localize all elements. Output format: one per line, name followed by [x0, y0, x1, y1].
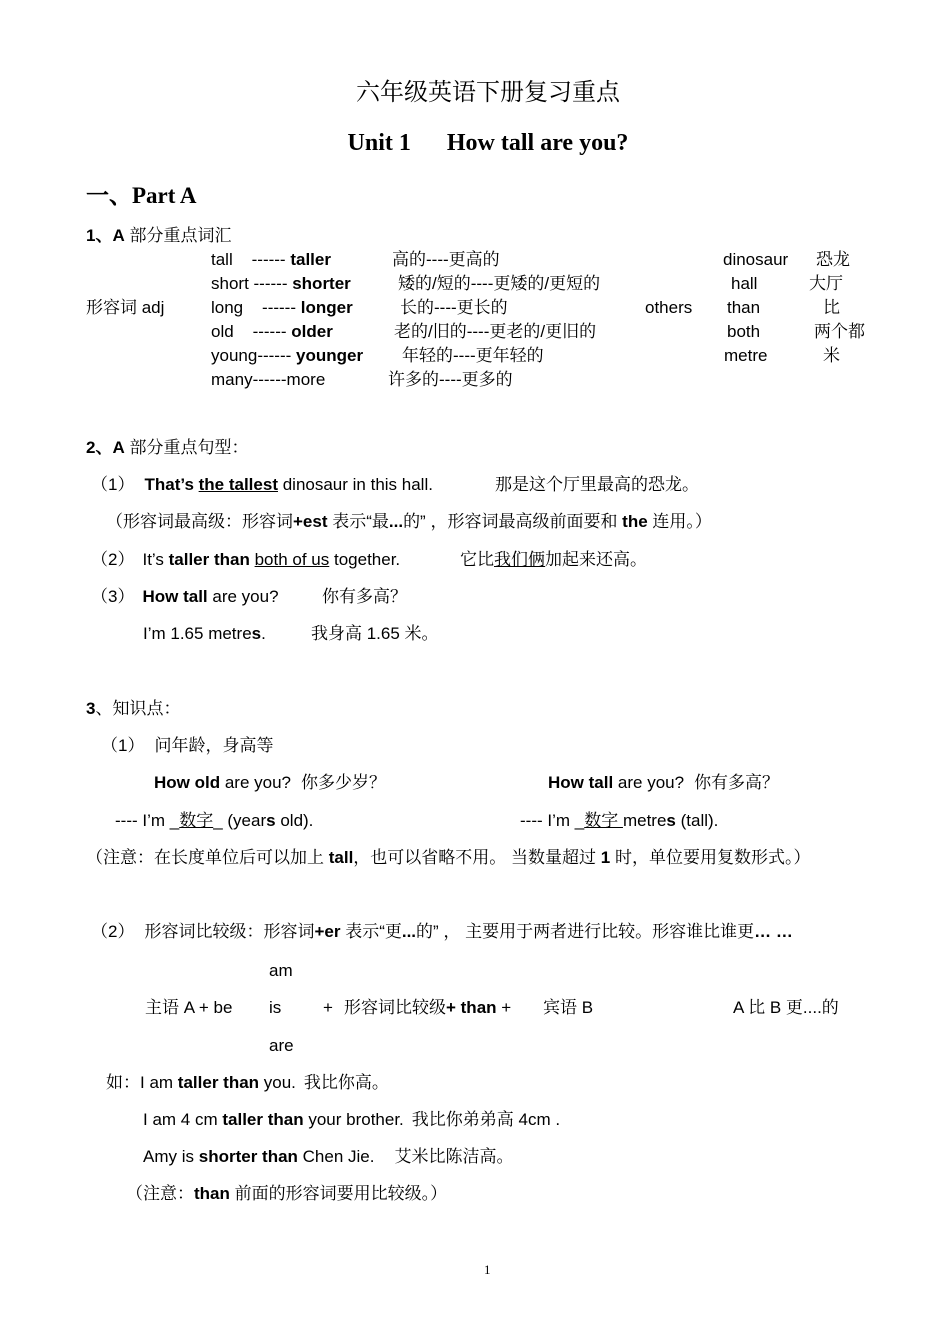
a-how-old: ---- I’m _数字_ (years old). [115, 811, 314, 830]
page-number: 1 [484, 1262, 491, 1277]
others-en-2: hall [731, 274, 758, 293]
s2-line-3: （3） How tall are you? [91, 587, 279, 606]
s2-line-4: I’m 1.65 metres. [143, 624, 266, 643]
formula-meaning: A 比 B 更....的 [733, 998, 839, 1017]
adj-cn-6: 许多的----更多的 [388, 370, 513, 389]
others-cn-2: 大厅 [809, 274, 843, 293]
others-cn-1: 恐龙 [816, 250, 850, 269]
example-2: I am 4 cm taller than your brother. 我比你弟弟高 4cm . [143, 1110, 561, 1129]
s2-line-1-cn: 那是这个厅里最高的恐龙。 [495, 475, 699, 494]
a-how-tall: ---- I’m _数字 metres (tall). [520, 811, 719, 830]
s2-line-2: （2） It’s taller than both of us together. [91, 550, 401, 569]
adj-cn-2: 矮的/短的----更矮的/更短的 [398, 274, 601, 293]
others-label: others [645, 298, 693, 317]
adj-row-2: short ------ shorter [211, 274, 351, 293]
adj-row-3: long ------ longer [211, 298, 353, 317]
s3-note-1: （注意：在长度单位后可以加上 tall，也可以省略不用。 当数量超过 1 时，单位要用复数形式。） [86, 848, 811, 867]
adj-row-6: many------more [211, 370, 326, 389]
s1-heading: 1、A 部分重点词汇 [86, 226, 232, 245]
s3-note-2: （注意：than 前面的形容词要用比较级。） [126, 1184, 448, 1203]
q-how-old: How old are you? 你多少岁？ [154, 773, 386, 792]
example-3: Amy is shorter than Chen Jie. 艾米比陈洁高。 [143, 1147, 514, 1166]
others-cn-3: 比 [823, 298, 840, 317]
adj-cn-3: 长的----更长的 [400, 298, 508, 317]
s2-line-4-cn: 我身高 1.65 米。 [311, 624, 439, 643]
adj-label: 形容词 adj [86, 298, 165, 317]
section-heading: 一、Part A [86, 183, 197, 208]
s2-heading: 2、A 部分重点句型： [86, 438, 249, 457]
s2-note-1: （形容词最高级：形容词+est 表示“最...的” ，形容词最高级前面要和 the 连用。） [106, 512, 712, 531]
page-title: 六年级英语下册复习重点 [356, 80, 620, 106]
adj-cn-1: 高的----更高的 [392, 250, 500, 269]
adj-cn-4: 老的/旧的----更老的/更旧的 [394, 322, 597, 341]
s2-line-3-cn: 你有多高？ [322, 587, 407, 606]
formula-am: am [269, 961, 293, 980]
adj-row-1: tall ------ taller [211, 250, 331, 269]
formula-are: are [269, 1036, 294, 1055]
s3-heading: 3、知识点： [86, 699, 181, 718]
formula-object: 宾语 B [543, 998, 594, 1017]
others-en-5: metre [724, 346, 768, 365]
formula-middle: 形容词比较级+ than + [344, 998, 516, 1017]
s3-point-1: （1） 问年龄，身高等 [101, 736, 274, 755]
q-how-tall: How tall are you? 你有多高？ [548, 773, 780, 792]
others-cn-4: 两个都 [814, 322, 865, 341]
unit-title: Unit 1 How tall are you? [347, 130, 629, 156]
adj-row-4: old ------ older [211, 322, 333, 341]
formula-plus: + [323, 998, 333, 1017]
formula-subject: 主语 A + be [145, 998, 233, 1017]
others-cn-5: 米 [823, 346, 840, 365]
example-1: 如：I am taller than you. 我比你高。 [106, 1073, 389, 1092]
s2-line-2-cn: 它比我们俩加起来还高。 [460, 550, 647, 569]
others-en-3: than [727, 298, 761, 317]
others-en-1: dinosaur [723, 250, 789, 269]
adj-row-5: young------ younger [211, 346, 364, 365]
others-en-4: both [727, 322, 761, 341]
formula-is: is [269, 998, 282, 1017]
s3-point-2: （2） 形容词比较级：形容词+er 表示“更...的” ， 主要用于两者进行比较。形容谁比谁更… … [91, 922, 793, 941]
adj-cn-5: 年轻的----更年轻的 [402, 346, 544, 365]
s2-line-1: （1） That’s the tallest dinosaur in this hall. [91, 475, 433, 494]
